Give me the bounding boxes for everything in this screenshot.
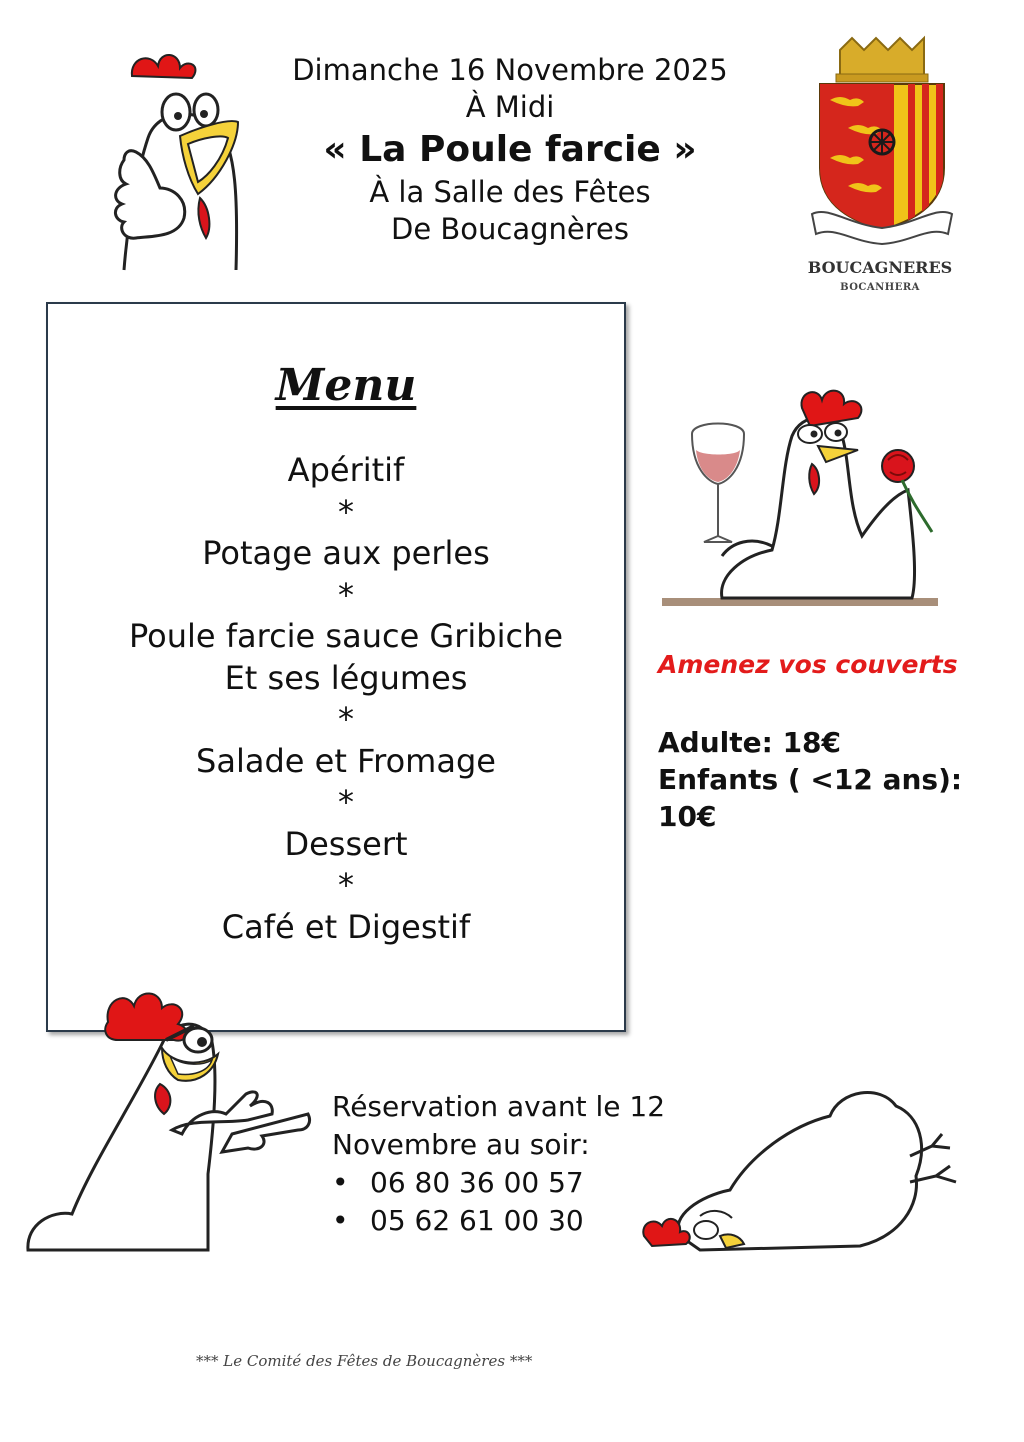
menu-item: Dessert [284,824,408,863]
event-date: Dimanche 16 Novembre 2025 [292,53,728,87]
reservation-line2: Novembre au soir: [332,1128,590,1161]
menu-separator: * [338,866,354,904]
lying-chicken-icon [640,1086,970,1254]
menu-item: Potage aux perles [202,534,490,572]
boucagneres-crest-icon [808,38,956,256]
event-venue-line2: De Boucagnères [391,212,629,246]
price-children-value: 10€ [658,800,717,833]
menu-title: Menu [275,360,417,411]
reservation-line1: Réservation avant le 12 [332,1090,666,1123]
price-adult: Adulte: 18€ [658,726,842,759]
menu-separator: * [338,492,354,531]
price-children: Enfants ( <12 ans): [658,763,963,796]
bullet-icon: • [332,1204,349,1237]
prices-block [658,724,962,835]
menu-separator: * [338,700,354,738]
event-time: À Midi [465,90,555,124]
menu-list [46,450,646,948]
pointing-chicken-icon [22,984,312,1252]
menu-item: Poule farcie sauce Gribiche [128,617,564,655]
menu-separator: * [338,575,354,614]
phone-item [332,1164,665,1202]
bullet-icon: • [332,1166,349,1199]
event-venue-line1: À la Salle des Fêtes [369,175,651,209]
footer-signature: *** Le Comité des Fêtes de Boucagnères *** [196,1352,533,1370]
event-title: « La Poule farcie » [323,129,697,170]
reservation-block [332,1088,665,1240]
thumbs-up-chicken-icon [88,48,248,273]
wine-chicken-icon [662,386,940,618]
phone-number: 06 80 36 00 57 [370,1166,584,1199]
menu-item: Et ses légumes [224,658,468,697]
phone-item [332,1202,665,1240]
menu-item: Café et Digestif [221,907,471,946]
menu-item: Apéritif [287,451,405,489]
crest-name: BOUCAGNERES [807,258,953,277]
couverts-notice: Amenez vos couverts [658,650,958,679]
crest-subname: BOCANHERA [840,282,920,293]
phone-number: 05 62 61 00 30 [370,1204,584,1237]
menu-item: Salade et Fromage [196,741,496,780]
event-header [250,52,770,248]
menu-separator: * [338,783,354,821]
